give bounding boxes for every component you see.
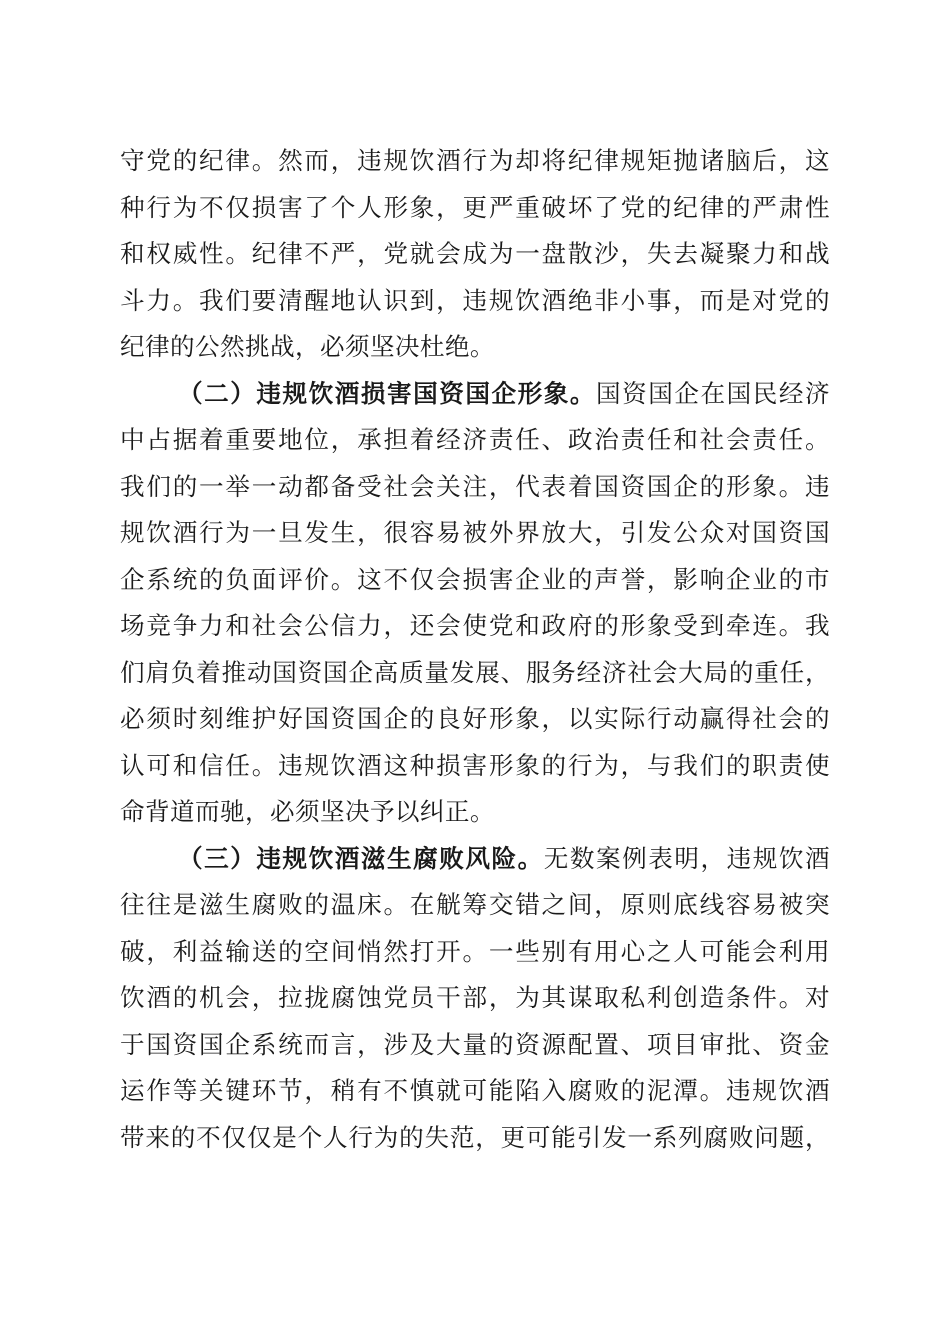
text-line: 饮酒的机会，拉拢腐蚀党员干部，为其谋取私利创造条件。对 <box>120 983 830 1012</box>
text-line: 命背道而驰，必须坚决予以纠正。 <box>120 797 495 826</box>
paragraph-2 <box>120 371 830 836</box>
text-line: 规饮酒行为一旦发生，很容易被外界放大，引发公众对国资国 <box>120 518 830 547</box>
text-line: 带来的不仅仅是个人行为的失范，更可能引发一系列腐败问题， <box>120 1122 830 1152</box>
text-line: 企系统的负面评价。这不仅会损害企业的声誉，影响企业的市 <box>120 564 830 594</box>
text-line: 和权威性。纪律不严，党就会成为一盘散沙，失去凝聚力和战 <box>120 239 830 268</box>
text-line: 纪律的公然挑战，必须坚决杜绝。 <box>120 332 495 361</box>
text-line: 破，利益输送的空间悄然打开。一些别有用心之人可能会利用 <box>120 936 830 966</box>
text-line: 必须时刻维护好国资国企的良好形象，以实际行动赢得社会的 <box>120 704 830 733</box>
paragraph-3 <box>120 836 830 1162</box>
text-line: 斗力。我们要清醒地认识到，违规饮酒绝非小事，而是对党的 <box>120 285 830 315</box>
text-line: 场竞争力和社会公信力，还会使党和政府的形象受到牵连。我 <box>120 611 830 640</box>
text-line: 于国资国企系统而言，涉及大量的资源配置、项目审批、资金 <box>120 1029 830 1059</box>
text-line: 中占据着重要地位，承担着经济责任、政治责任和社会责任。 <box>120 425 830 454</box>
text-line-first <box>120 836 830 883</box>
section-heading-2: （二）违规饮酒损害国资国企形象。 <box>178 378 596 408</box>
text-line: 们肩负着推动国资国企高质量发展、服务经济社会大局的重任， <box>120 657 830 687</box>
document-page <box>120 138 830 1161</box>
text-line: 我们的一举一动都备受社会关注，代表着国资国企的形象。违 <box>120 471 830 501</box>
text-line: 往往是滋生腐败的温床。在觥筹交错之间，原则底线容易被突 <box>120 890 830 919</box>
text-line: 认可和信任。违规饮酒这种损害形象的行为，与我们的职责使 <box>120 750 830 780</box>
text-line: 守党的纪律。然而，违规饮酒行为却将纪律规矩抛诸脑后，这 <box>120 146 830 175</box>
paragraph-1 <box>120 138 830 371</box>
text-line: 种行为不仅损害了个人形象，更严重破坏了党的纪律的严肃性 <box>120 192 830 222</box>
text-line-first <box>120 371 830 418</box>
text-line: 运作等关键环节，稍有不慎就可能陷入腐败的泥潭。违规饮酒 <box>120 1076 830 1105</box>
text-run: 无数案例表明，违规饮酒 <box>543 843 830 873</box>
text-run: 国资国企在国民经济 <box>596 378 830 408</box>
section-heading-3: （三）违规饮酒滋生腐败风险。 <box>178 843 544 873</box>
